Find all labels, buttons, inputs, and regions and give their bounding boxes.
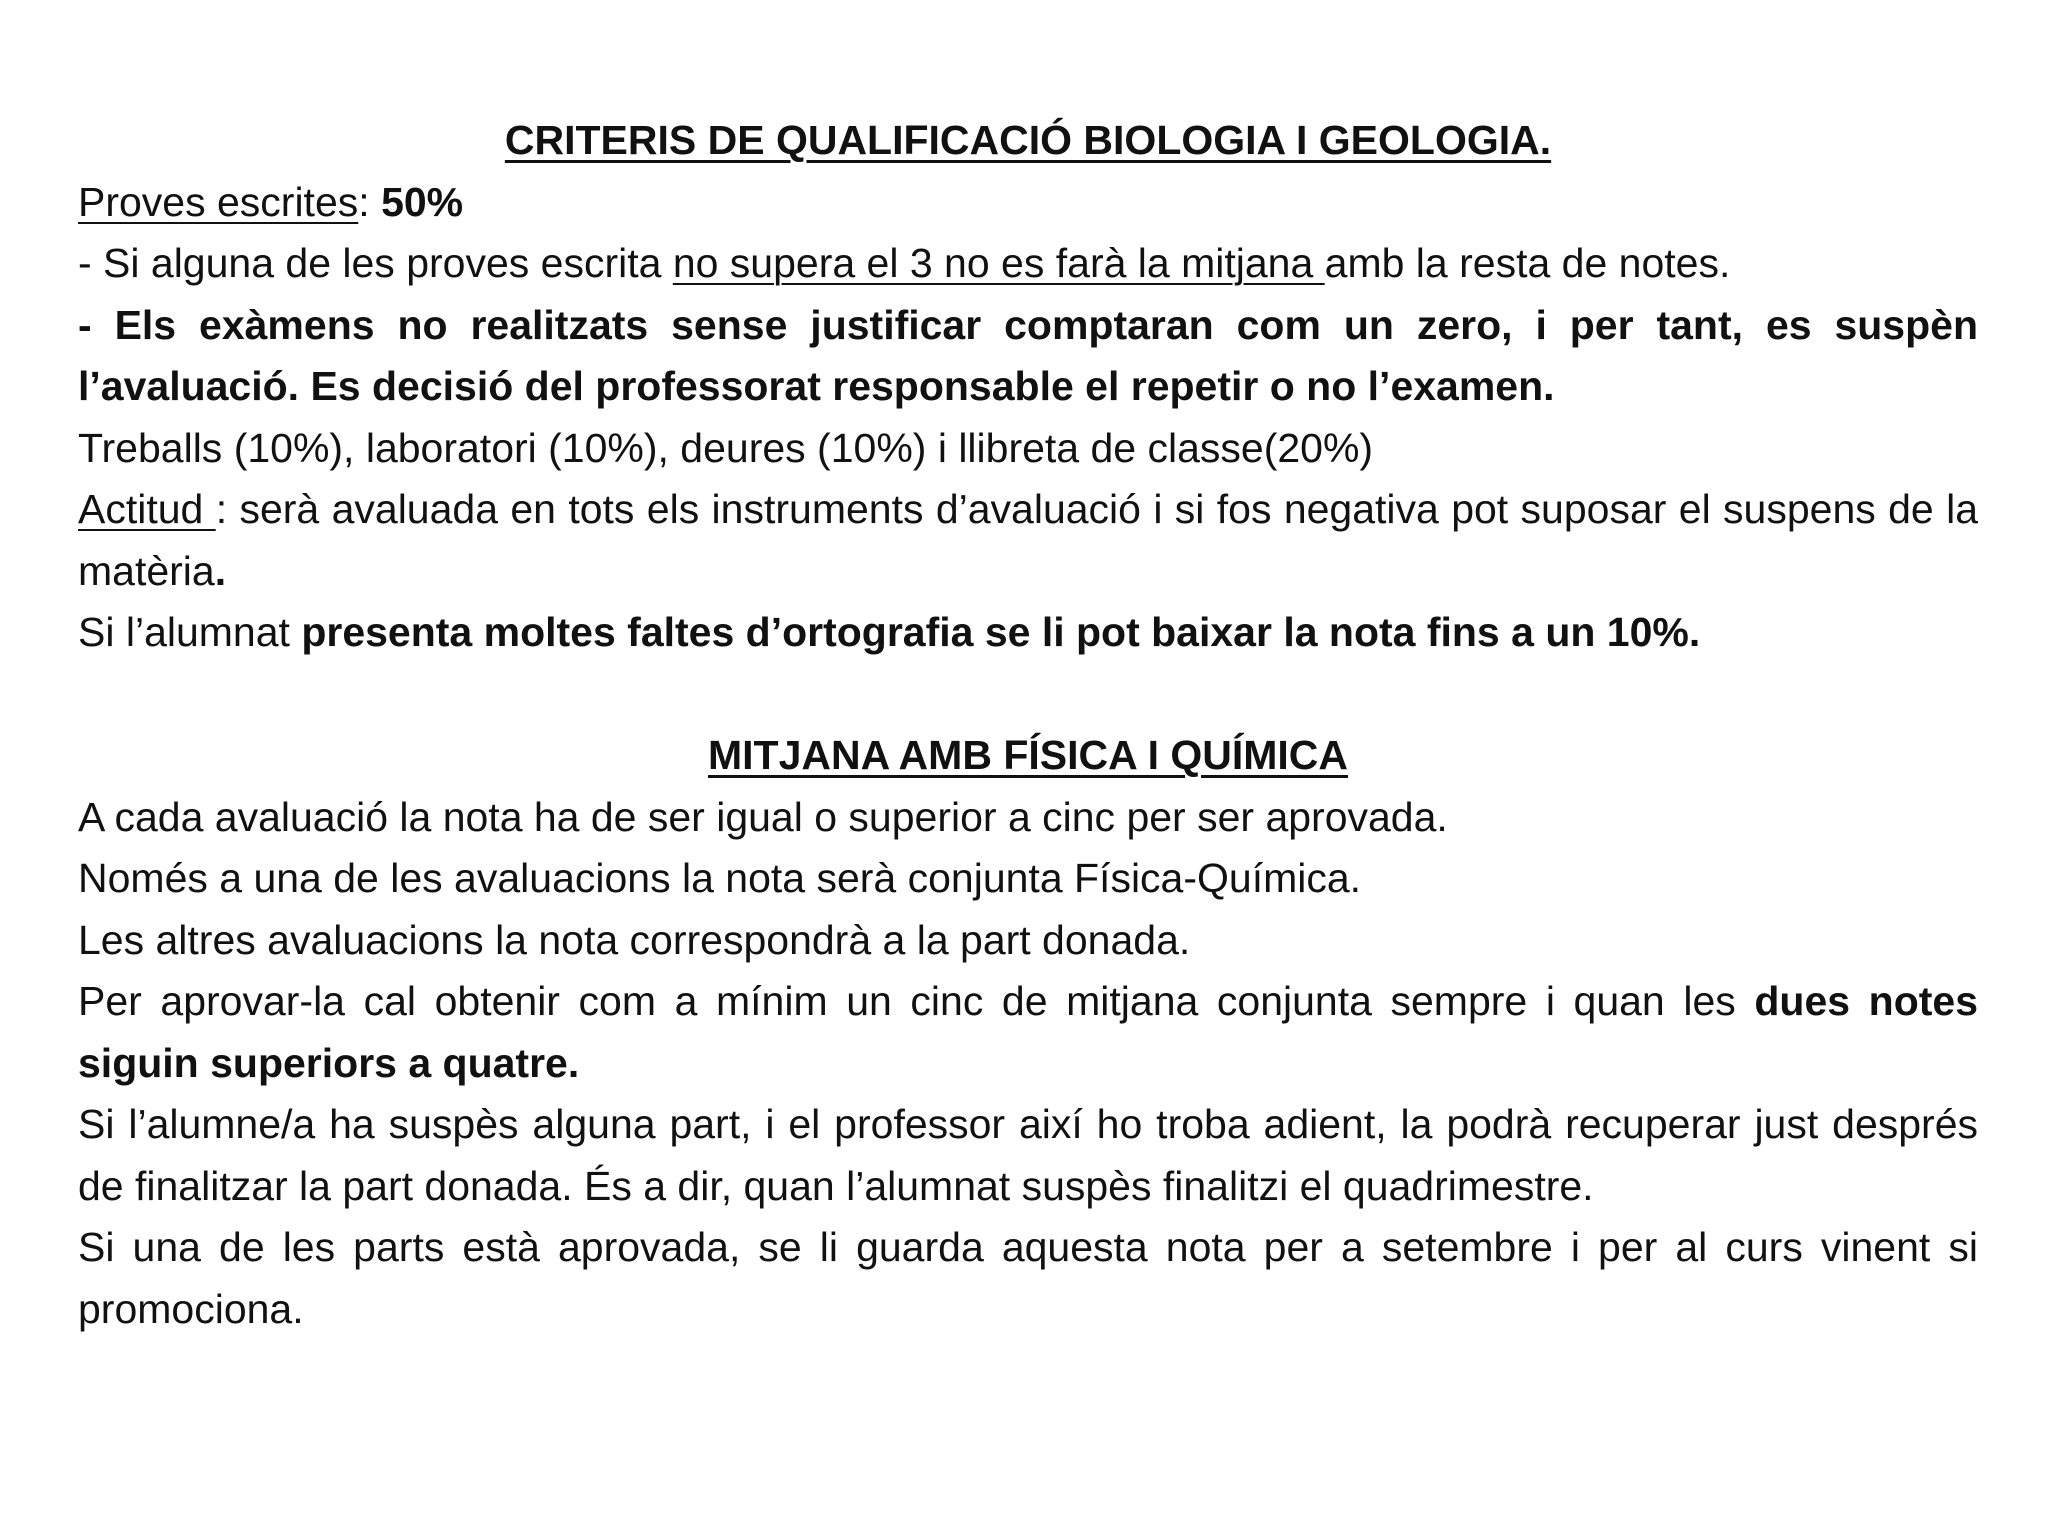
section-spacer bbox=[78, 664, 1978, 726]
actitud-end: . bbox=[214, 547, 227, 594]
document-page bbox=[78, 110, 1978, 1340]
section-title-mitjana: MITJANA AMB FÍSICA I QUÍMICA bbox=[707, 732, 1349, 778]
aprovada-paragraph: Si una de les parts està aprovada, se li guarda aquesta nota per a setembre i per al curs vinent si promociona. bbox=[78, 1224, 1978, 1332]
rule-mitjana-prefix: - Si alguna de les proves escrita bbox=[78, 240, 673, 286]
ortografia-bold: presenta moltes faltes d’ortografia se li pot baixar la nota fins a un 10%. bbox=[301, 609, 1701, 655]
proves-escrites-colon: : bbox=[358, 178, 382, 225]
rule-examens: - Els exàmens no realitzats sense justificar comptaran com un zero, i per tant, es suspèn l’avaluació. Es decisió del professorat responsable el repetir o no l’examen. bbox=[78, 301, 1978, 409]
rule-mitjana-suffix: amb la resta de notes. bbox=[1324, 240, 1731, 286]
weights-line: Treballs (10%), laboratori (10%), deures (10%) i llibreta de classe(20%) bbox=[78, 424, 1374, 471]
mitjana-line-3: Les altres avaluacions la nota correspondrà a la part donada. bbox=[78, 916, 1191, 963]
mitjana-line-1: A cada avaluació la nota ha de ser igual o superior a cinc per ser aprovada. bbox=[78, 793, 1448, 840]
proves-escrites-value: 50% bbox=[381, 178, 464, 225]
actitud-label: Actitud bbox=[78, 486, 216, 532]
proves-escrites-line bbox=[78, 172, 1978, 234]
actitud-paragraph bbox=[78, 479, 1978, 602]
actitud-text: : serà avaluada en tots els instruments d’avaluació i si fos negativa pot suposar el suspens de la matèria bbox=[78, 486, 1979, 594]
mitjana-line-2: Només a una de les avaluacions la nota serà conjunta Física-Química. bbox=[78, 855, 1362, 901]
rule-mitjana bbox=[78, 233, 1978, 295]
aprovar-paragraph bbox=[78, 971, 1978, 1094]
aprovar-bold: dues notes siguin superiors a quatre. bbox=[78, 978, 1978, 1086]
rule-mitjana-underlined: no supera el 3 no es farà la mitjana bbox=[672, 240, 1325, 286]
aprovar-prefix: Per aprovar-la cal obtenir com a mínim un cinc de mitjana conjunta sempre i quan les bbox=[78, 978, 1755, 1024]
ortografia-line bbox=[78, 602, 1978, 664]
recuperar-paragraph: Si l’alumne/a ha suspès alguna part, i el professor així ho troba adient, la podrà recuperar just després de finalitzar la part donada. És a dir, quan l’alumnat suspès finalitzi el quadrimestre. bbox=[78, 1101, 1978, 1209]
proves-escrites-label: Proves escrites bbox=[78, 178, 359, 225]
section-title-biologia: CRITERIS DE QUALIFICACIÓ BIOLOGIA I GEOLOGIA. bbox=[504, 117, 1552, 163]
ortografia-prefix: Si l’alumnat bbox=[78, 609, 302, 655]
